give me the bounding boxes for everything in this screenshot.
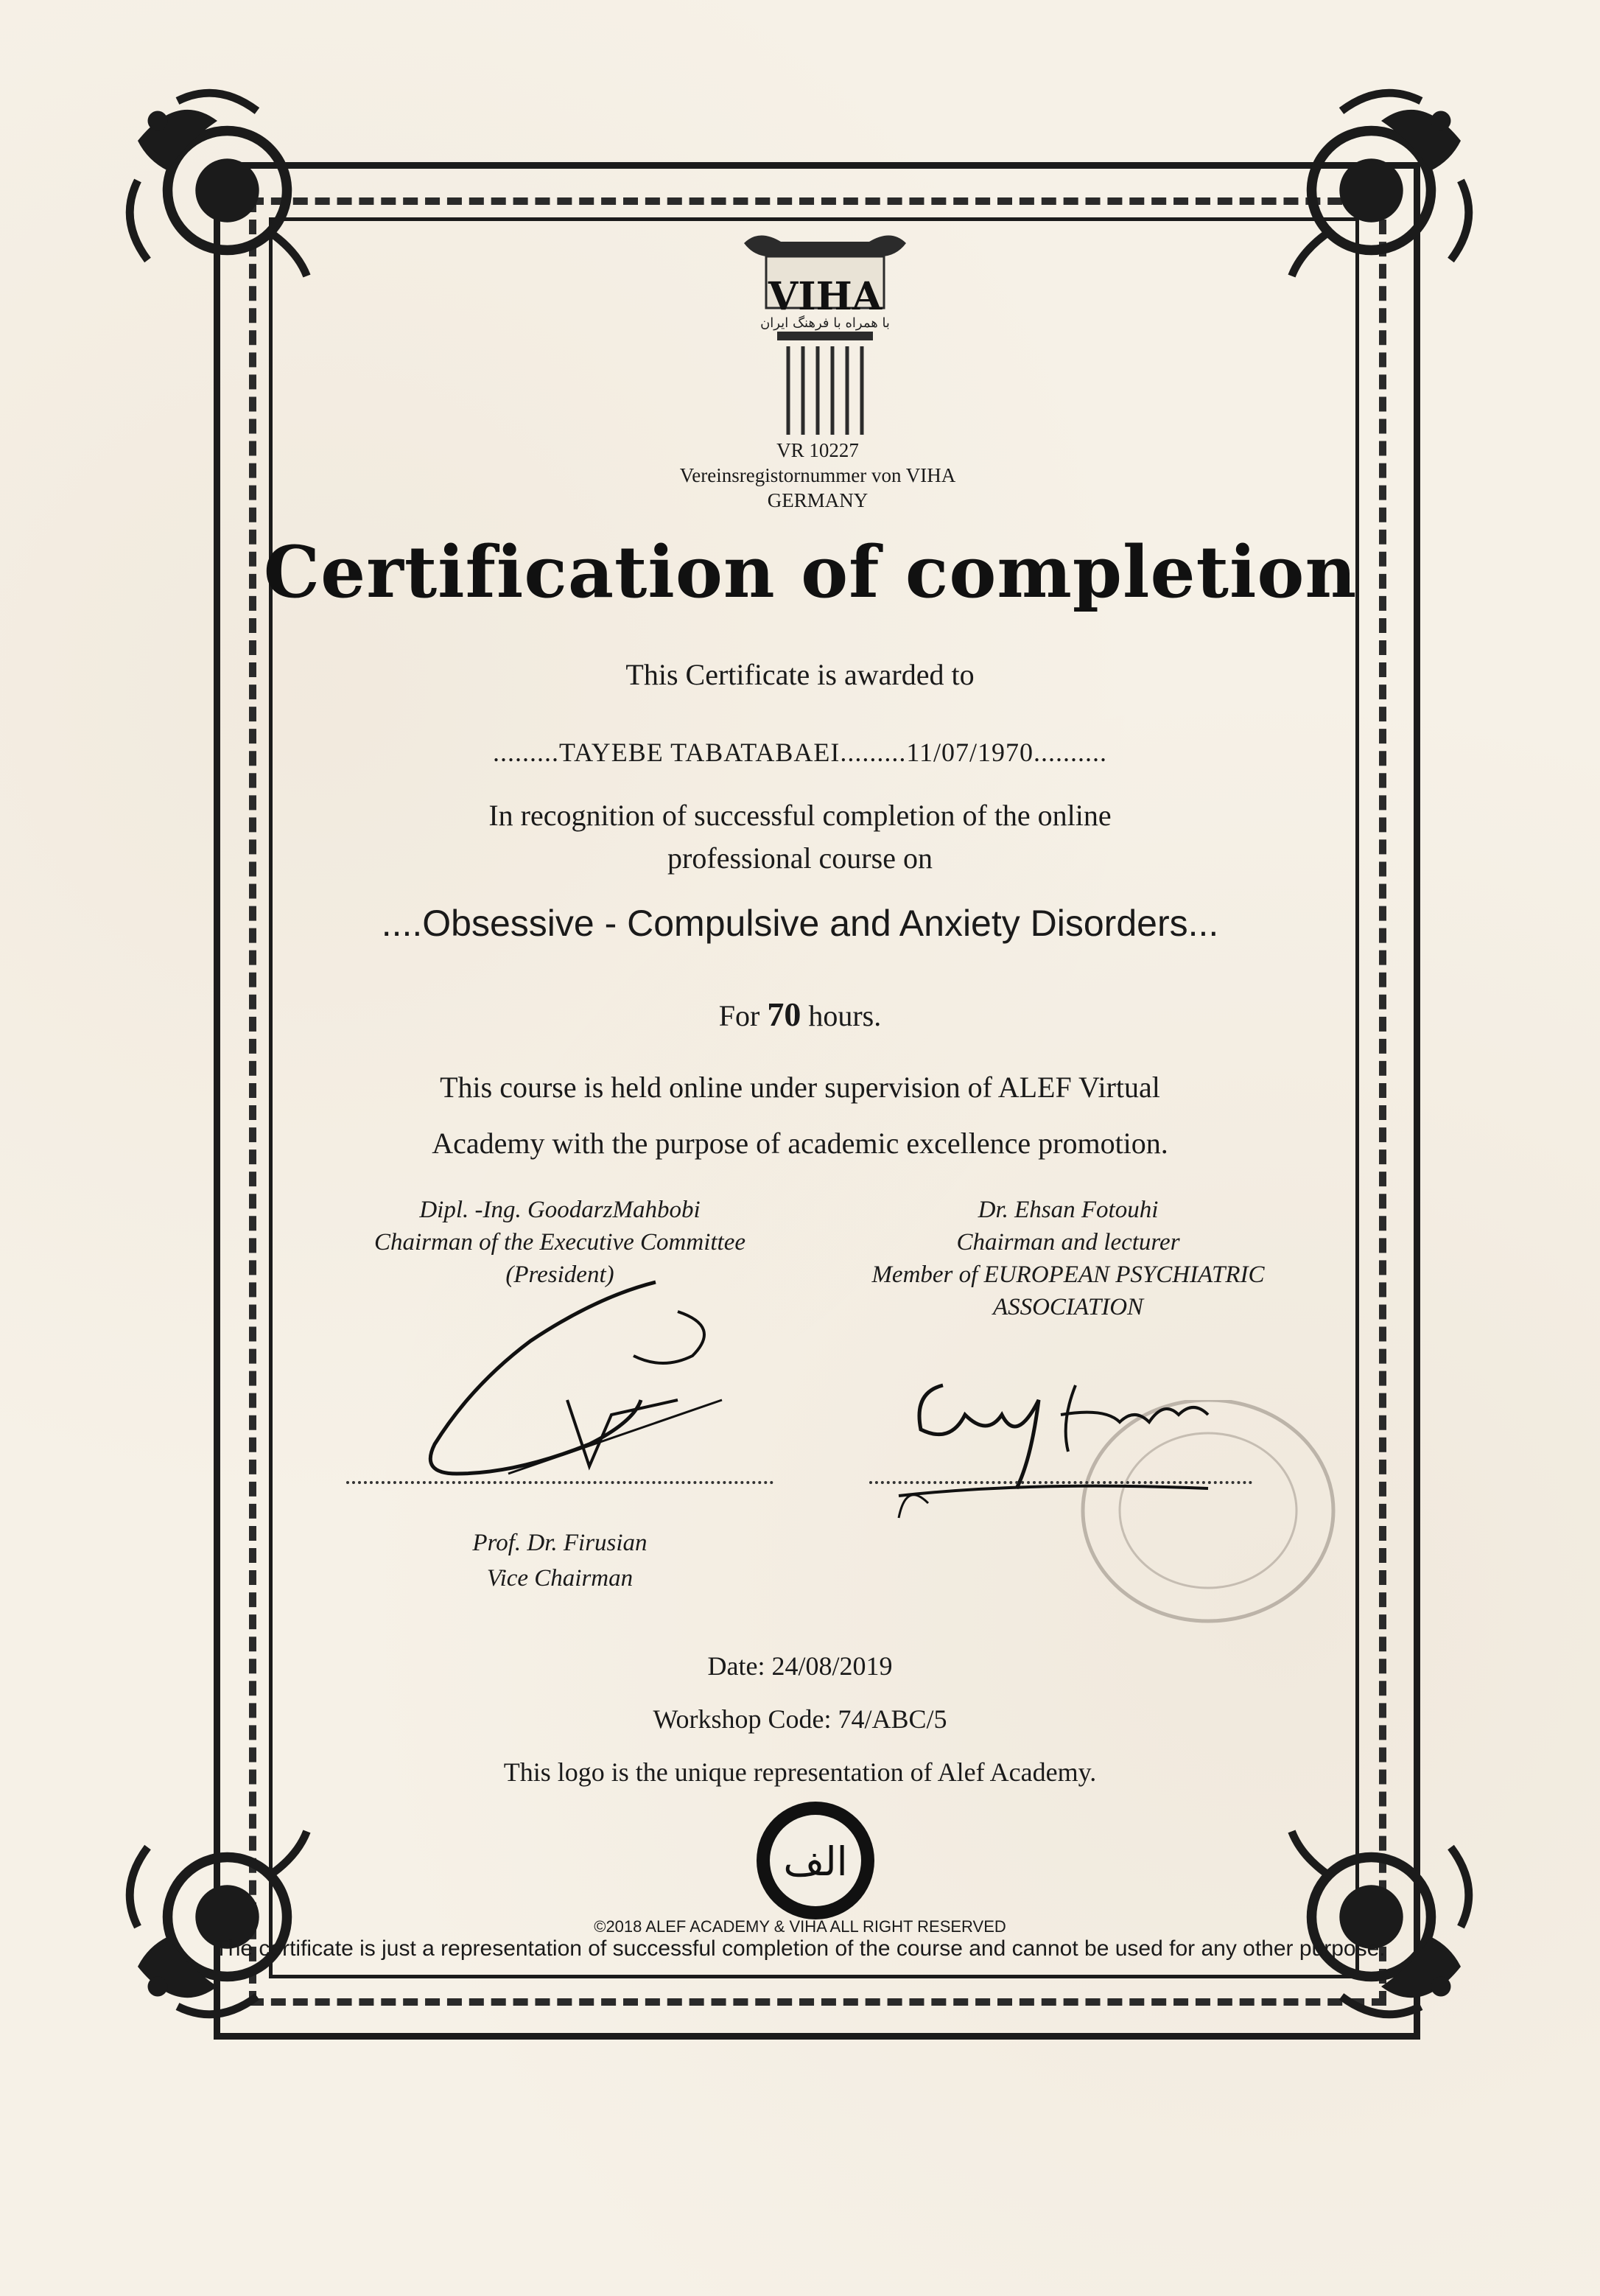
signatory-right-role2: Member of EUROPEAN PSYCHIATRIC <box>871 1261 1265 1288</box>
signatory-left-role: Chairman of the Executive Committee <box>373 1229 746 1256</box>
recognition-line-2: professional course on <box>667 841 933 875</box>
logo-note: This logo is the unique representation of Alef Academy. <box>503 1757 1097 1787</box>
recipient-line: .........TAYEBE TABATABAEI.........11/07/1970.......... <box>492 738 1108 767</box>
registration-country: GERMANY <box>767 489 869 511</box>
signatory-right-role3: ASSOCIATION <box>992 1294 1144 1320</box>
supervision-text <box>0 1060 1600 1172</box>
registration-number: VR 10227 <box>776 439 859 461</box>
copyright-notice: ©2018 ALEF ACADEMY & VIHA ALL RIGHT RESERVED <box>594 1917 1006 1936</box>
viha-logo-text: VIHA <box>768 274 883 319</box>
corner-ornament-icon <box>118 81 317 280</box>
signature-right-icon <box>884 1371 1267 1540</box>
workshop-code: Workshop Code: 74/ABC/5 <box>653 1704 947 1734</box>
recognition-text <box>0 794 1600 880</box>
signatory-right <box>818 1194 1319 1323</box>
hours-value: 70 <box>767 995 801 1033</box>
signatory-vice-role: Vice Chairman <box>486 1565 634 1592</box>
corner-ornament-icon <box>1282 81 1481 280</box>
signatory-right-name: Dr. Ehsan Fotouhi <box>978 1197 1159 1223</box>
viha-logo-persian: با همراه با فرهنگ ایران <box>760 315 890 331</box>
disclaimer-text: The certificate is just a representation of successful completion of the course and cannot be used for any other purpose. <box>214 1936 1386 1961</box>
recipient-name: TAYEBE TABATABAEI <box>558 738 841 767</box>
hours-prefix: For <box>718 999 760 1032</box>
signatory-left-role2: (President) <box>505 1261 614 1288</box>
signature-left-icon <box>413 1253 796 1496</box>
signature-line-left <box>346 1481 773 1484</box>
hours-suffix: hours. <box>808 999 882 1032</box>
hours-line <box>0 995 1600 1034</box>
signatory-left-name: Dipl. -Ing. GoodarzMahbobi <box>419 1197 701 1223</box>
supervision-line-2: Academy with the purpose of academic excellence promotion. <box>432 1127 1168 1160</box>
awarded-text: This Certificate is awarded to <box>625 658 975 691</box>
alef-logo-text: الف <box>783 1838 848 1885</box>
registration-label: Vereinsregistornummer von VIHA <box>679 464 956 486</box>
signature-line-right <box>869 1481 1252 1484</box>
viha-logo <box>737 228 913 442</box>
recognition-line-1: In recognition of successful completion of the online <box>488 799 1112 832</box>
recipient-birth-date: 11/07/1970 <box>906 738 1034 767</box>
signatory-right-role: Chairman and lecturer <box>956 1229 1180 1256</box>
signatory-vice-name: Prof. Dr. Firusian <box>472 1530 648 1556</box>
supervision-line-1: This course is held online under supervision of ALEF Virtual <box>440 1071 1160 1104</box>
certificate-title: Certification of completion <box>263 531 1358 614</box>
viha-column-icon <box>737 228 913 442</box>
alef-academy-logo-icon <box>753 1798 878 1923</box>
signatory-vice <box>383 1525 737 1596</box>
registration-block <box>516 438 1120 513</box>
course-line: ....Obsessive - Compulsive and Anxiety Disorders... <box>381 903 1219 944</box>
course-name: Obsessive - Compulsive and Anxiety Disorders <box>422 903 1188 944</box>
issue-date: Date: 24/08/2019 <box>707 1651 893 1681</box>
